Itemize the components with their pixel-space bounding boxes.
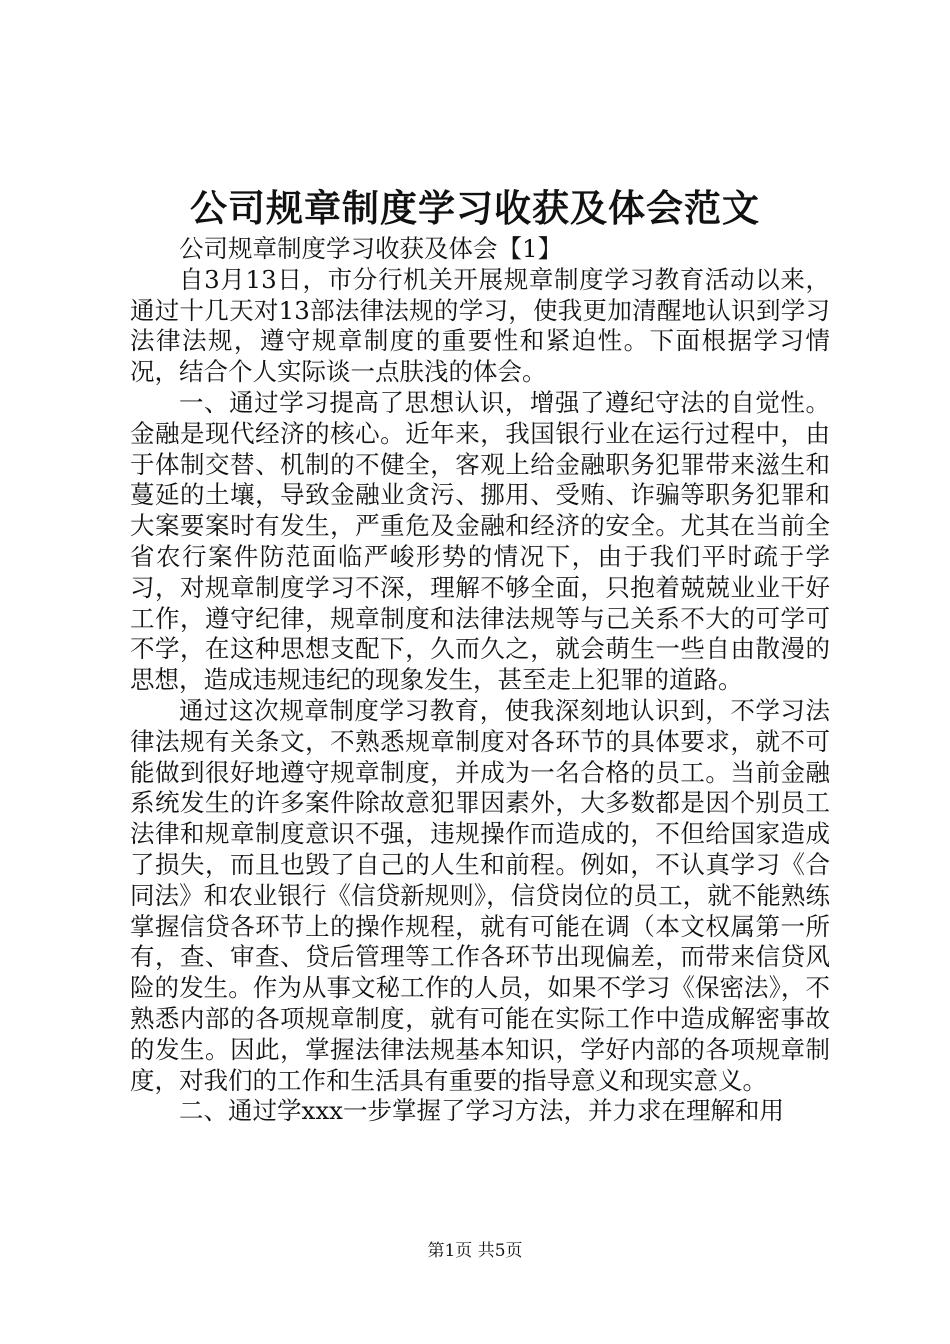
page-footer: 第1页 共5页 — [427, 1241, 523, 1261]
paragraph: 通过这次规章制度学习教育，使我深刻地认识到，不学习法律法规有关条文，不熟悉规章制度对各环节的具体要求，就不可能做到很好地遵守规章制度，并成为一名合格的员工。当前金融系统发生的许多案件除故意犯罪因素外，大多数都是因个别员工法律和规章制度意识不强，违规操作而造成的，不但给国家造成了损失，而且也毁了自己的人生和前程。例如，不认真学习《合同法》和农业银行《信贷新规则》，信贷岗位的员工，就不能熟练掌握信贷各环节上的操作规程，就有可能在调（本文权属第一所有，查、审查、贷后管理等工作各环节出现偏差，而带来信贷风险的发生。作为从事文秘工作的人员，如果不学习《保密法》，不熟悉内部的各项规章制度，就有可能在实际工作中造成解密事故的发生。因此，掌握法律法规基本知识，学好内部的各项规章制度，对我们的工作和生活具有重要的指导意义和现实意义。 — [130, 695, 830, 1095]
paragraph: 二、通过学xxx一步掌握了学习方法，并力求在理解和用 — [179, 1096, 784, 1126]
document-title: 公司规章制度学习收获及体会范文 — [190, 186, 760, 230]
paragraph: 自3月13日，市分行机关开展规章制度学习教育活动以来，通过十几天对13部法律法规的学习，使我更加清醒地认识到学习法律法规，遵守规章制度的重要性和紧迫性。下面根据学习情况，结合个人实际谈一点肤浅的体会。 — [130, 264, 830, 387]
section-heading: 公司规章制度学习收获及体会【1】 — [179, 234, 563, 263]
document-body — [130, 234, 830, 1127]
paragraph: 一、通过学习提高了思想认识，增强了遵纪守法的自觉性。金融是现代经济的核心。近年来，我国银行业在运行过程中，由于体制交替、机制的不健全，客观上给金融职务犯罪带来滋生和蔓延的土壤，导致金融业贪污、挪用、受贿、诈骗等职务犯罪和大案要案时有发生，严重危及金融和经济的安全。尤其在当前全省农行案件防范面临严峻形势的情况下，由于我们平时疏于学习，对规章制度学习不深，理解不够全面，只抱着兢兢业业干好工作，遵守纪律，规章制度和法律法规等与己关系不大的可学可不学，在这种思想支配下，久而久之，就会萌生一些自由散漫的思想，造成违规违纪的现象发生，甚至走上犯罪的道路。 — [130, 387, 830, 695]
